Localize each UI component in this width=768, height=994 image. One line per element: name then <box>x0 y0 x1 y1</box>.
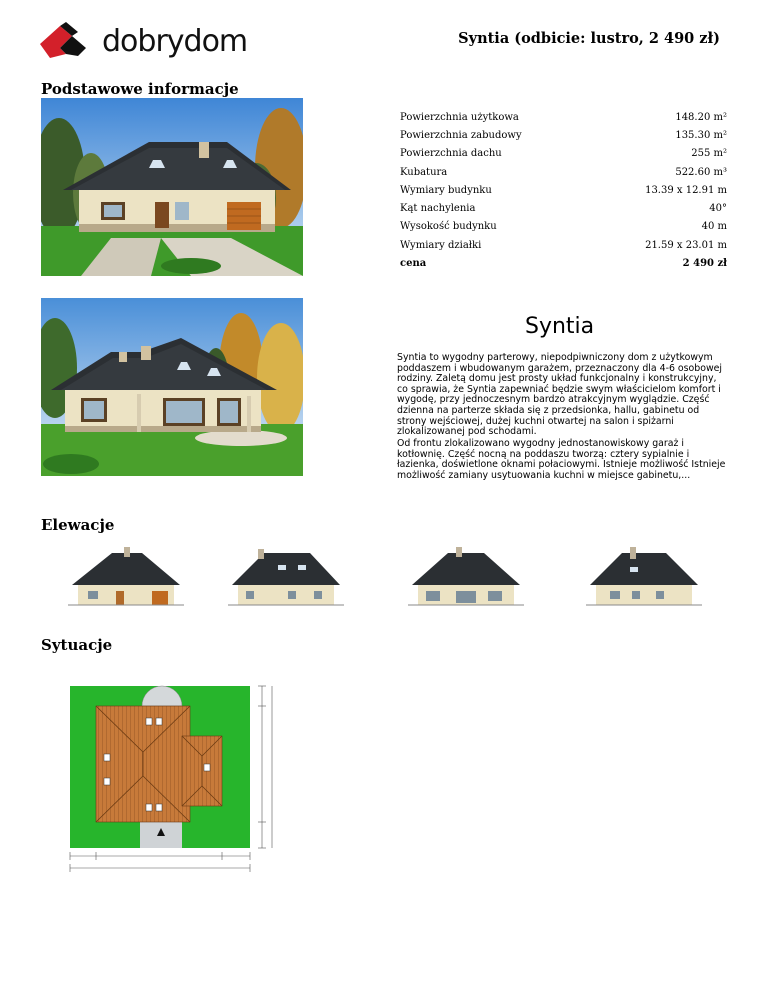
elevation-side-right <box>586 545 702 607</box>
site-plan-drawing <box>62 672 284 882</box>
price-row <box>400 254 727 272</box>
spec-value: 522.60 m³ <box>675 166 727 178</box>
spec-row <box>400 126 727 144</box>
spec-value: 255 m² <box>691 148 727 160</box>
spec-label: Powierzchnia zabudowy <box>400 129 522 141</box>
elevation-side-left <box>228 545 344 607</box>
spec-row <box>400 163 727 181</box>
section-heading-elevations: Elewacje <box>41 516 115 534</box>
elevation-rear <box>408 545 524 607</box>
spec-row <box>400 236 727 254</box>
spec-label: Wymiary działki <box>400 239 482 251</box>
section-heading-basic-info: Podstawowe informacje <box>41 80 239 98</box>
document-title: Syntia (odbicie: lustro, 2 490 zł) <box>458 30 720 47</box>
spec-value: 40 m <box>701 221 727 233</box>
section-heading-situations: Sytuacje <box>41 636 113 654</box>
spec-value: 135.30 m² <box>675 129 727 141</box>
spec-label: Wymiary budynku <box>400 184 492 196</box>
spec-value: 148.20 m² <box>675 111 727 123</box>
spec-label: Wysokość budynku <box>400 221 497 233</box>
spec-row <box>400 199 727 217</box>
spec-label: Kąt nachylenia <box>400 203 476 215</box>
elevation-front <box>68 545 184 607</box>
spec-value: 40° <box>709 203 727 215</box>
dobrydom-logo[interactable] <box>38 22 248 62</box>
specs-table <box>400 108 727 273</box>
spec-row <box>400 181 727 199</box>
price-value: 2 490 zł <box>682 258 727 270</box>
spec-row <box>400 145 727 163</box>
spec-label: Kubatura <box>400 166 448 178</box>
spec-value: 13.39 x 12.91 m <box>645 184 727 196</box>
spec-label: Powierzchnia użytkowa <box>400 111 519 123</box>
spec-row <box>400 108 727 126</box>
description-paragraph-1: Syntia to wygodny parterowy, niepodpiwniczony dom z użytkowym poddaszem i wbudowanym garażem, przeznaczony dla 4-6 osobowej rodziny. Zaletą domu jest prosty układ funkcjonalny i konstrukcyjny, co sprawia, że Syntia zapewniać będzie swym właścicielom komfort i wygodę, przy jednoczesnym bardzo atrakcyjnym wyglądzie. Część dzienna na parterze składa się z przedsionka, hallu, gabinetu od strony wejściowej, dużej kuchni otwartej na salon i spiżarni zlokalizowanej pod schodami. <box>397 352 722 438</box>
spec-row <box>400 218 727 236</box>
house-rear-photo <box>41 298 303 476</box>
spec-value: 21.59 x 23.01 m <box>645 239 727 251</box>
price-label: cena <box>400 258 427 270</box>
description-paragraph-2: Od frontu zlokalizowano wygodny jednostanowiskowy garaż i kotłownię. Część nocną na poddaszu tworzą: cztery sypialnie i łazienka, doświetlone oknami połaciowymi. Istnieje możliwość Istnieje możliwość zamiany usytuowania kuchni w miejsce gabinetu,... <box>397 438 726 481</box>
house-front-photo <box>41 98 303 276</box>
house-name: Syntia <box>525 314 595 339</box>
spec-label: Powierzchnia dachu <box>400 148 502 160</box>
brand-name: dobrydom <box>102 24 248 59</box>
logo-mark-icon <box>38 22 98 62</box>
